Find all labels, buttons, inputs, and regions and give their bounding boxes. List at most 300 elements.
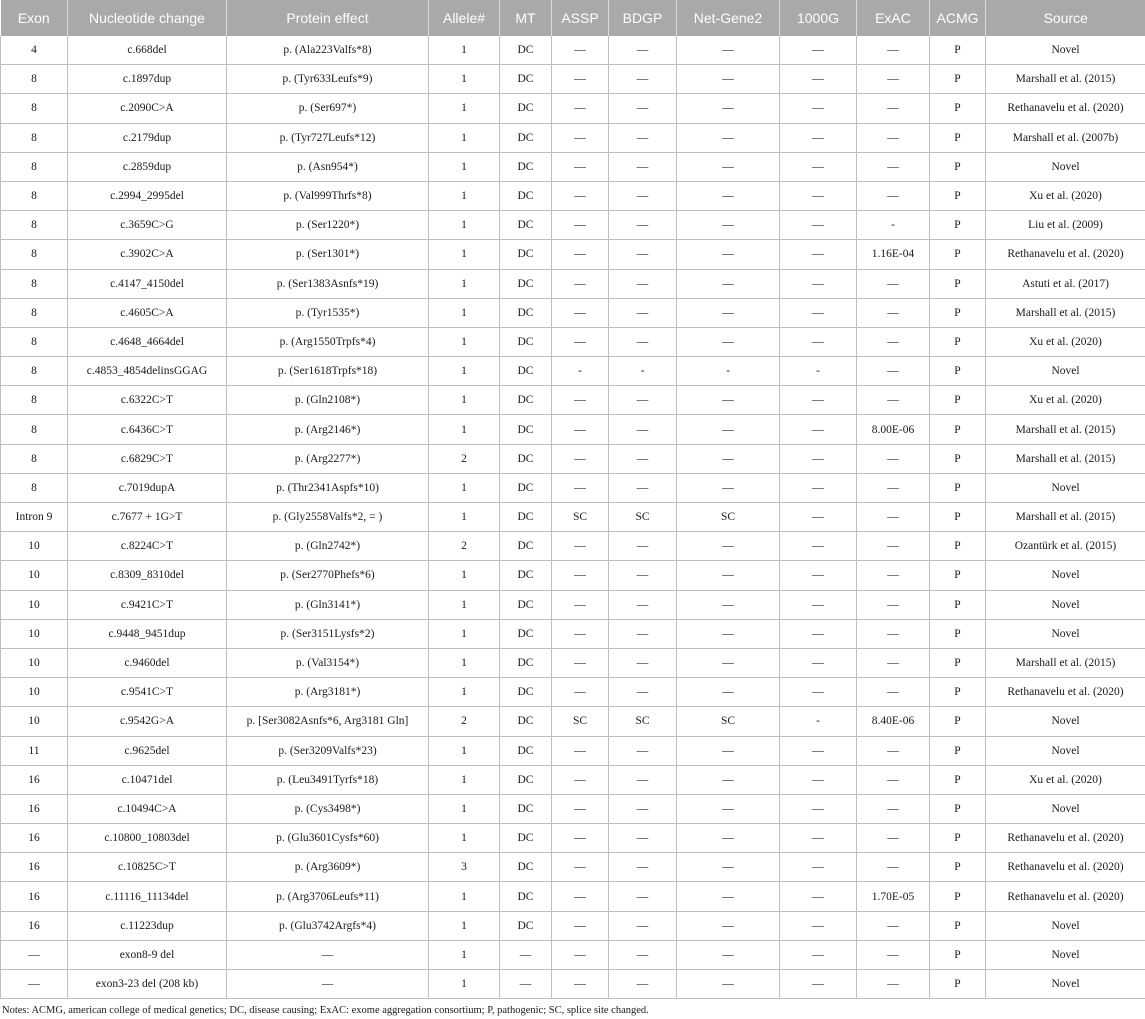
cell-exac: —: [857, 386, 930, 415]
header-row: [1, 0, 1145, 36]
cell-protein-effect: p. (Ser1618Trpfs*18): [227, 357, 429, 386]
cell-allele-count: 1: [429, 473, 500, 502]
cell-allele-count: 1: [429, 327, 500, 356]
cell-exac: —: [857, 940, 930, 969]
cell-assp: —: [552, 532, 609, 561]
cell-mt: DC: [500, 619, 552, 648]
cell-1000g: —: [780, 561, 857, 590]
cell-bdgp: —: [609, 736, 677, 765]
cell-exon: 8: [1, 444, 68, 473]
cell-bdgp: —: [609, 648, 677, 677]
cell-bdgp: —: [609, 181, 677, 210]
cell-protein-effect: p. (Val999Thrfs*8): [227, 181, 429, 210]
cell-1000g: —: [780, 736, 857, 765]
cell-acmg: P: [930, 211, 986, 240]
cell-source: Novel: [986, 619, 1145, 648]
header-bdgp: BDGP: [609, 0, 677, 36]
cell-assp: —: [552, 94, 609, 123]
cell-nucleotide-change: c.4648_4664del: [68, 327, 227, 356]
cell-exon: —: [1, 940, 68, 969]
cell-protein-effect: p. [Ser3082Asnfs*6, Arg3181 Gln]: [227, 707, 429, 736]
cell-exac: —: [857, 123, 930, 152]
header-exac: ExAC: [857, 0, 930, 36]
cell-assp: —: [552, 561, 609, 590]
cell-mt: DC: [500, 36, 552, 65]
cell-net-gene2: —: [677, 181, 780, 210]
cell-acmg: P: [930, 269, 986, 298]
cell-exac: —: [857, 765, 930, 794]
cell-mt: DC: [500, 765, 552, 794]
header-protein-effect: Protein effect: [227, 0, 429, 36]
cell-protein-effect: p. (Ser3209Valfs*23): [227, 736, 429, 765]
cell-protein-effect: p. (Tyr1535*): [227, 298, 429, 327]
cell-exon: 8: [1, 211, 68, 240]
cell-nucleotide-change: c.6829C>T: [68, 444, 227, 473]
table-row: [1, 386, 1145, 415]
cell-exon: 16: [1, 882, 68, 911]
cell-exac: —: [857, 94, 930, 123]
cell-exac: —: [857, 65, 930, 94]
cell-exon: 10: [1, 648, 68, 677]
cell-mt: DC: [500, 327, 552, 356]
cell-assp: SC: [552, 707, 609, 736]
cell-allele-count: 1: [429, 940, 500, 969]
cell-acmg: P: [930, 152, 986, 181]
cell-nucleotide-change: c.2179dup: [68, 123, 227, 152]
cell-acmg: P: [930, 736, 986, 765]
table-row: [1, 765, 1145, 794]
cell-nucleotide-change: exon3-23 del (208 kb): [68, 970, 227, 999]
cell-acmg: P: [930, 619, 986, 648]
cell-source: Rethanavelu et al. (2020): [986, 882, 1145, 911]
cell-acmg: P: [930, 94, 986, 123]
cell-net-gene2: —: [677, 240, 780, 269]
cell-nucleotide-change: c.1897dup: [68, 65, 227, 94]
table-row: [1, 36, 1145, 65]
cell-acmg: P: [930, 678, 986, 707]
cell-bdgp: —: [609, 853, 677, 882]
cell-protein-effect: p. (Cys3498*): [227, 794, 429, 823]
cell-nucleotide-change: c.2994_2995del: [68, 181, 227, 210]
cell-acmg: P: [930, 444, 986, 473]
table-row: [1, 65, 1145, 94]
cell-assp: —: [552, 298, 609, 327]
cell-assp: —: [552, 970, 609, 999]
cell-net-gene2: —: [677, 678, 780, 707]
cell-bdgp: —: [609, 269, 677, 298]
cell-exon: 8: [1, 94, 68, 123]
cell-exon: 8: [1, 152, 68, 181]
cell-allele-count: 1: [429, 648, 500, 677]
cell-bdgp: —: [609, 123, 677, 152]
cell-protein-effect: p. (Arg2146*): [227, 415, 429, 444]
cell-exac: 8.00E-06: [857, 415, 930, 444]
cell-net-gene2: —: [677, 824, 780, 853]
table-row: [1, 211, 1145, 240]
cell-protein-effect: p. (Arg1550Trpfs*4): [227, 327, 429, 356]
cell-assp: —: [552, 736, 609, 765]
cell-1000g: —: [780, 211, 857, 240]
cell-bdgp: —: [609, 794, 677, 823]
table-row: [1, 327, 1145, 356]
cell-allele-count: 1: [429, 298, 500, 327]
header-source: Source: [986, 0, 1145, 36]
cell-assp: —: [552, 444, 609, 473]
cell-allele-count: 1: [429, 736, 500, 765]
cell-protein-effect: p. (Gly2558Valfs*2, = ): [227, 503, 429, 532]
cell-net-gene2: —: [677, 532, 780, 561]
cell-nucleotide-change: c.11116_11134del: [68, 882, 227, 911]
cell-bdgp: —: [609, 970, 677, 999]
cell-assp: —: [552, 940, 609, 969]
cell-bdgp: —: [609, 824, 677, 853]
cell-mt: DC: [500, 678, 552, 707]
cell-net-gene2: SC: [677, 503, 780, 532]
cell-source: Rethanavelu et al. (2020): [986, 240, 1145, 269]
cell-1000g: —: [780, 794, 857, 823]
cell-protein-effect: p. (Arg3706Leufs*11): [227, 882, 429, 911]
cell-acmg: P: [930, 65, 986, 94]
cell-net-gene2: —: [677, 765, 780, 794]
cell-mt: DC: [500, 152, 552, 181]
cell-1000g: —: [780, 853, 857, 882]
cell-assp: -: [552, 357, 609, 386]
cell-assp: —: [552, 386, 609, 415]
cell-bdgp: —: [609, 882, 677, 911]
header-1000g: 1000G: [780, 0, 857, 36]
cell-exon: 16: [1, 824, 68, 853]
cell-acmg: P: [930, 503, 986, 532]
cell-mt: DC: [500, 648, 552, 677]
cell-source: Novel: [986, 357, 1145, 386]
cell-source: Novel: [986, 707, 1145, 736]
cell-net-gene2: SC: [677, 707, 780, 736]
cell-net-gene2: —: [677, 94, 780, 123]
table-notes: Notes: ACMG, american college of medical genetics; DC, disease causing; ExAC: exome aggregation consortium; P, pathogenic; SC, splice site changed.: [2, 1005, 649, 1016]
cell-exac: —: [857, 503, 930, 532]
cell-protein-effect: p. (Arg3181*): [227, 678, 429, 707]
cell-1000g: —: [780, 444, 857, 473]
cell-protein-effect: p. (Arg2277*): [227, 444, 429, 473]
cell-exon: 8: [1, 473, 68, 502]
table-row: [1, 94, 1145, 123]
table-body: [1, 36, 1145, 999]
table-row: [1, 123, 1145, 152]
cell-source: Rethanavelu et al. (2020): [986, 824, 1145, 853]
cell-allele-count: 1: [429, 94, 500, 123]
header-allele-count: Allele#: [429, 0, 500, 36]
cell-exac: —: [857, 970, 930, 999]
cell-exon: 8: [1, 327, 68, 356]
cell-exon: 16: [1, 853, 68, 882]
cell-acmg: P: [930, 794, 986, 823]
table-row: [1, 444, 1145, 473]
cell-net-gene2: —: [677, 590, 780, 619]
cell-exon: 16: [1, 911, 68, 940]
cell-bdgp: —: [609, 386, 677, 415]
cell-nucleotide-change: c.8309_8310del: [68, 561, 227, 590]
cell-exac: 1.16E-04: [857, 240, 930, 269]
cell-mt: DC: [500, 707, 552, 736]
cell-source: Novel: [986, 911, 1145, 940]
cell-source: Marshall et al. (2015): [986, 65, 1145, 94]
cell-exac: —: [857, 911, 930, 940]
cell-bdgp: SC: [609, 707, 677, 736]
cell-1000g: —: [780, 152, 857, 181]
cell-assp: —: [552, 911, 609, 940]
cell-nucleotide-change: c.7677 + 1G>T: [68, 503, 227, 532]
cell-mt: DC: [500, 853, 552, 882]
cell-nucleotide-change: c.6436C>T: [68, 415, 227, 444]
cell-assp: —: [552, 327, 609, 356]
cell-mt: —: [500, 970, 552, 999]
cell-allele-count: 1: [429, 911, 500, 940]
cell-mt: DC: [500, 269, 552, 298]
cell-mt: DC: [500, 240, 552, 269]
cell-exac: —: [857, 794, 930, 823]
cell-acmg: P: [930, 853, 986, 882]
cell-source: Marshall et al. (2015): [986, 444, 1145, 473]
cell-assp: —: [552, 473, 609, 502]
cell-nucleotide-change: c.9541C>T: [68, 678, 227, 707]
cell-exon: 8: [1, 386, 68, 415]
cell-source: Marshall et al. (2007b): [986, 123, 1145, 152]
cell-allele-count: 1: [429, 590, 500, 619]
cell-acmg: P: [930, 327, 986, 356]
cell-acmg: P: [930, 357, 986, 386]
cell-source: Marshall et al. (2015): [986, 648, 1145, 677]
cell-1000g: —: [780, 765, 857, 794]
cell-allele-count: 3: [429, 853, 500, 882]
cell-1000g: —: [780, 473, 857, 502]
cell-exac: —: [857, 561, 930, 590]
cell-bdgp: —: [609, 415, 677, 444]
cell-bdgp: —: [609, 211, 677, 240]
cell-exac: —: [857, 444, 930, 473]
cell-acmg: P: [930, 561, 986, 590]
cell-acmg: P: [930, 473, 986, 502]
cell-1000g: —: [780, 181, 857, 210]
cell-acmg: P: [930, 590, 986, 619]
header-nucleotide-change: Nucleotide change: [68, 0, 227, 36]
cell-nucleotide-change: c.10471del: [68, 765, 227, 794]
cell-assp: —: [552, 123, 609, 152]
cell-1000g: —: [780, 911, 857, 940]
cell-assp: —: [552, 152, 609, 181]
cell-acmg: P: [930, 940, 986, 969]
cell-nucleotide-change: c.8224C>T: [68, 532, 227, 561]
cell-net-gene2: —: [677, 415, 780, 444]
cell-protein-effect: p. (Tyr633Leufs*9): [227, 65, 429, 94]
cell-acmg: P: [930, 240, 986, 269]
cell-allele-count: 1: [429, 794, 500, 823]
cell-allele-count: 1: [429, 36, 500, 65]
cell-allele-count: 1: [429, 211, 500, 240]
cell-bdgp: —: [609, 911, 677, 940]
cell-net-gene2: —: [677, 386, 780, 415]
cell-nucleotide-change: c.9542G>A: [68, 707, 227, 736]
cell-1000g: —: [780, 678, 857, 707]
cell-source: Xu et al. (2020): [986, 327, 1145, 356]
cell-source: Rethanavelu et al. (2020): [986, 94, 1145, 123]
cell-1000g: -: [780, 707, 857, 736]
cell-bdgp: —: [609, 765, 677, 794]
header-mt: MT: [500, 0, 552, 36]
cell-nucleotide-change: c.4147_4150del: [68, 269, 227, 298]
cell-protein-effect: p. (Ser2770Phefs*6): [227, 561, 429, 590]
cell-bdgp: —: [609, 240, 677, 269]
table-row: [1, 911, 1145, 940]
cell-nucleotide-change: c.9421C>T: [68, 590, 227, 619]
cell-acmg: P: [930, 882, 986, 911]
cell-mt: DC: [500, 444, 552, 473]
cell-net-gene2: —: [677, 444, 780, 473]
cell-exon: 10: [1, 678, 68, 707]
cell-protein-effect: —: [227, 970, 429, 999]
cell-protein-effect: p. (Glu3601Cysfs*60): [227, 824, 429, 853]
cell-exac: —: [857, 298, 930, 327]
cell-1000g: —: [780, 415, 857, 444]
cell-exon: 8: [1, 298, 68, 327]
cell-assp: —: [552, 824, 609, 853]
cell-allele-count: 1: [429, 181, 500, 210]
cell-assp: —: [552, 853, 609, 882]
cell-1000g: —: [780, 240, 857, 269]
cell-mt: DC: [500, 357, 552, 386]
table-header: [1, 0, 1145, 36]
cell-acmg: P: [930, 532, 986, 561]
cell-nucleotide-change: c.6322C>T: [68, 386, 227, 415]
table-row: [1, 298, 1145, 327]
table-row: [1, 648, 1145, 677]
cell-allele-count: 1: [429, 678, 500, 707]
cell-exon: 10: [1, 619, 68, 648]
table-row: [1, 240, 1145, 269]
cell-net-gene2: —: [677, 648, 780, 677]
cell-nucleotide-change: c.9460del: [68, 648, 227, 677]
cell-allele-count: 1: [429, 882, 500, 911]
cell-source: Marshall et al. (2015): [986, 503, 1145, 532]
cell-exon: 8: [1, 269, 68, 298]
cell-net-gene2: —: [677, 327, 780, 356]
cell-net-gene2: —: [677, 123, 780, 152]
cell-net-gene2: —: [677, 853, 780, 882]
cell-bdgp: —: [609, 473, 677, 502]
cell-assp: —: [552, 648, 609, 677]
cell-exac: —: [857, 853, 930, 882]
cell-allele-count: 1: [429, 765, 500, 794]
cell-mt: —: [500, 940, 552, 969]
cell-source: Xu et al. (2020): [986, 181, 1145, 210]
cell-mt: DC: [500, 386, 552, 415]
cell-acmg: P: [930, 298, 986, 327]
table-row: [1, 940, 1145, 969]
cell-exon: Intron 9: [1, 503, 68, 532]
table-row: [1, 269, 1145, 298]
table-row: [1, 590, 1145, 619]
cell-acmg: P: [930, 36, 986, 65]
cell-exac: —: [857, 590, 930, 619]
cell-nucleotide-change: c.7019dupA: [68, 473, 227, 502]
cell-nucleotide-change: c.4853_4854delinsGGAG: [68, 357, 227, 386]
cell-mt: DC: [500, 415, 552, 444]
cell-assp: —: [552, 240, 609, 269]
cell-1000g: —: [780, 94, 857, 123]
cell-nucleotide-change: c.668del: [68, 36, 227, 65]
cell-allele-count: 1: [429, 65, 500, 94]
cell-source: Novel: [986, 794, 1145, 823]
cell-mt: DC: [500, 590, 552, 619]
table-row: [1, 707, 1145, 736]
cell-1000g: —: [780, 532, 857, 561]
cell-1000g: -: [780, 357, 857, 386]
cell-net-gene2: —: [677, 211, 780, 240]
cell-1000g: —: [780, 824, 857, 853]
cell-nucleotide-change: c.11223dup: [68, 911, 227, 940]
cell-net-gene2: —: [677, 65, 780, 94]
cell-net-gene2: —: [677, 36, 780, 65]
cell-bdgp: —: [609, 36, 677, 65]
cell-exon: 8: [1, 123, 68, 152]
table-row: [1, 794, 1145, 823]
cell-source: Novel: [986, 152, 1145, 181]
cell-source: Astuti et al. (2017): [986, 269, 1145, 298]
cell-assp: —: [552, 619, 609, 648]
cell-bdgp: —: [609, 152, 677, 181]
header-net-gene2: Net-Gene2: [677, 0, 780, 36]
cell-1000g: —: [780, 269, 857, 298]
cell-protein-effect: p. (Gln2108*): [227, 386, 429, 415]
table-row: [1, 882, 1145, 911]
cell-mt: DC: [500, 824, 552, 853]
cell-mt: DC: [500, 911, 552, 940]
cell-net-gene2: —: [677, 561, 780, 590]
cell-mt: DC: [500, 561, 552, 590]
cell-net-gene2: —: [677, 911, 780, 940]
table-row: [1, 503, 1145, 532]
cell-nucleotide-change: c.10494C>A: [68, 794, 227, 823]
table-row: [1, 357, 1145, 386]
cell-source: Xu et al. (2020): [986, 765, 1145, 794]
cell-exon: 10: [1, 532, 68, 561]
cell-source: Novel: [986, 561, 1145, 590]
cell-allele-count: 1: [429, 970, 500, 999]
cell-net-gene2: -: [677, 357, 780, 386]
cell-allele-count: 1: [429, 386, 500, 415]
table-row: [1, 532, 1145, 561]
cell-net-gene2: —: [677, 736, 780, 765]
cell-1000g: —: [780, 36, 857, 65]
cell-acmg: P: [930, 911, 986, 940]
cell-exon: 8: [1, 65, 68, 94]
cell-mt: DC: [500, 65, 552, 94]
cell-acmg: P: [930, 707, 986, 736]
cell-nucleotide-change: c.10825C>T: [68, 853, 227, 882]
cell-1000g: —: [780, 298, 857, 327]
cell-source: Rethanavelu et al. (2020): [986, 678, 1145, 707]
cell-mt: DC: [500, 882, 552, 911]
cell-net-gene2: —: [677, 882, 780, 911]
cell-bdgp: —: [609, 65, 677, 94]
cell-exon: 8: [1, 240, 68, 269]
cell-allele-count: 2: [429, 707, 500, 736]
table-row: [1, 736, 1145, 765]
cell-source: Marshall et al. (2015): [986, 415, 1145, 444]
cell-mt: DC: [500, 211, 552, 240]
cell-acmg: P: [930, 824, 986, 853]
cell-protein-effect: p. (Ser1220*): [227, 211, 429, 240]
cell-assp: —: [552, 211, 609, 240]
